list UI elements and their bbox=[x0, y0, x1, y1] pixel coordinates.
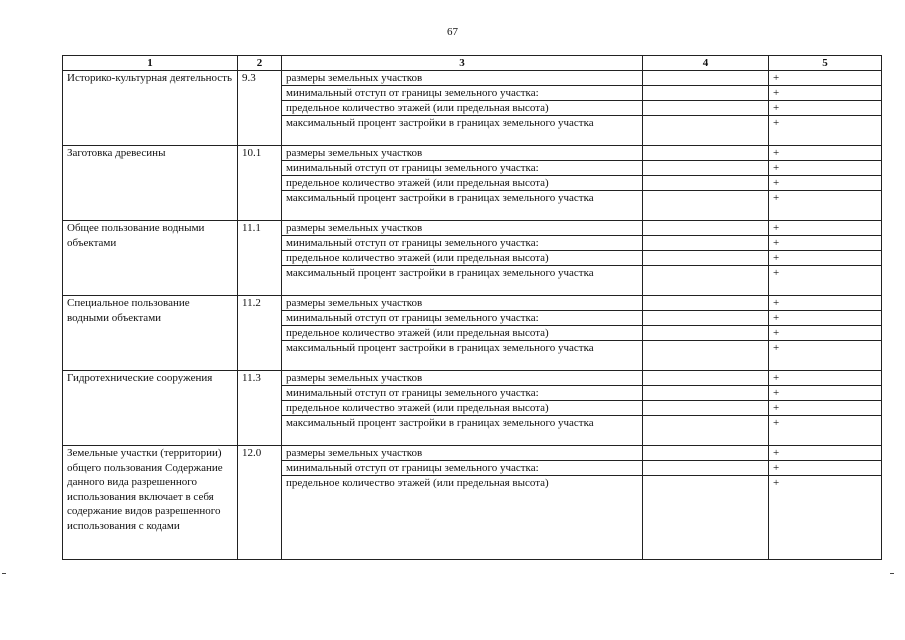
column-5-cell: + bbox=[769, 101, 882, 116]
column-header-5: 5 bbox=[769, 56, 882, 71]
column-5-cell: + bbox=[769, 191, 882, 221]
column-5-cell: + bbox=[769, 371, 882, 386]
column-4-cell bbox=[643, 461, 769, 476]
column-4-cell bbox=[643, 401, 769, 416]
parameter-cell: размеры земельных участков bbox=[282, 146, 643, 161]
column-5-cell: + bbox=[769, 266, 882, 296]
column-4-cell bbox=[643, 101, 769, 116]
column-5-cell: + bbox=[769, 401, 882, 416]
column-5-cell: + bbox=[769, 446, 882, 461]
column-4-cell bbox=[643, 386, 769, 401]
column-header-1: 1 bbox=[63, 56, 238, 71]
table-row bbox=[63, 446, 882, 461]
column-4-cell bbox=[643, 311, 769, 326]
code-cell: 11.3 bbox=[238, 371, 282, 446]
parameter-cell: размеры земельных участков bbox=[282, 446, 643, 461]
parameter-cell: минимальный отступ от границы земельного участка: bbox=[282, 86, 643, 101]
column-5-cell: + bbox=[769, 236, 882, 251]
code-cell: 12.0 bbox=[238, 446, 282, 560]
page-number: 67 bbox=[447, 26, 458, 38]
table-row bbox=[63, 146, 882, 161]
parameter-cell: максимальный процент застройки в границах земельного участка bbox=[282, 116, 643, 146]
column-4-cell bbox=[643, 221, 769, 236]
parameter-cell: размеры земельных участков bbox=[282, 371, 643, 386]
column-5-cell: + bbox=[769, 146, 882, 161]
column-4-cell bbox=[643, 371, 769, 386]
column-4-cell bbox=[643, 476, 769, 560]
column-header-4: 4 bbox=[643, 56, 769, 71]
column-5-cell: + bbox=[769, 386, 882, 401]
column-5-cell: + bbox=[769, 326, 882, 341]
table-header-row bbox=[63, 56, 882, 71]
parameter-cell: размеры земельных участков bbox=[282, 71, 643, 86]
table-row bbox=[63, 296, 882, 311]
parameter-cell: размеры земельных участков bbox=[282, 296, 643, 311]
column-4-cell bbox=[643, 341, 769, 371]
column-5-cell: + bbox=[769, 341, 882, 371]
parameter-cell: минимальный отступ от границы земельного участка: bbox=[282, 311, 643, 326]
column-4-cell bbox=[643, 326, 769, 341]
parameter-cell: предельное количество этажей (или предельная высота) bbox=[282, 251, 643, 266]
parameter-cell: минимальный отступ от границы земельного участка: bbox=[282, 386, 643, 401]
column-4-cell bbox=[643, 161, 769, 176]
parameter-cell: минимальный отступ от границы земельного участка: bbox=[282, 161, 643, 176]
column-5-cell: + bbox=[769, 461, 882, 476]
activity-cell: Гидротехнические сооружения bbox=[63, 371, 238, 446]
parameter-cell: предельное количество этажей (или предельная высота) bbox=[282, 401, 643, 416]
activity-cell: Общее пользование водными объектами bbox=[63, 221, 238, 296]
column-5-cell: + bbox=[769, 416, 882, 446]
code-cell: 9.3 bbox=[238, 71, 282, 146]
column-4-cell bbox=[643, 146, 769, 161]
column-header-2: 2 bbox=[238, 56, 282, 71]
table-row bbox=[63, 221, 882, 236]
column-5-cell: + bbox=[769, 311, 882, 326]
parameter-cell: предельное количество этажей (или предельная высота) bbox=[282, 101, 643, 116]
column-4-cell bbox=[643, 266, 769, 296]
code-cell: 11.2 bbox=[238, 296, 282, 371]
parameter-cell: минимальный отступ от границы земельного участка: bbox=[282, 461, 643, 476]
column-4-cell bbox=[643, 236, 769, 251]
parameter-cell: максимальный процент застройки в границах земельного участка bbox=[282, 416, 643, 446]
activity-cell: Историко-культурная деятельность bbox=[63, 71, 238, 146]
parameter-cell: максимальный процент застройки в границах земельного участка bbox=[282, 341, 643, 371]
margin-mark-right bbox=[890, 573, 894, 574]
parameter-cell: минимальный отступ от границы земельного участка: bbox=[282, 236, 643, 251]
column-5-cell: + bbox=[769, 161, 882, 176]
column-5-cell: + bbox=[769, 86, 882, 101]
table-row bbox=[63, 71, 882, 86]
column-5-cell: + bbox=[769, 71, 882, 86]
parameter-cell: предельное количество этажей (или предельная высота) bbox=[282, 476, 643, 560]
parameter-cell: предельное количество этажей (или предельная высота) bbox=[282, 176, 643, 191]
code-cell: 11.1 bbox=[238, 221, 282, 296]
column-5-cell: + bbox=[769, 116, 882, 146]
column-5-cell: + bbox=[769, 221, 882, 236]
parameter-cell: максимальный процент застройки в границах земельного участка bbox=[282, 266, 643, 296]
column-4-cell bbox=[643, 191, 769, 221]
table-body bbox=[63, 71, 882, 560]
column-header-3: 3 bbox=[282, 56, 643, 71]
activity-cell: Специальное пользование водными объектами bbox=[63, 296, 238, 371]
column-4-cell bbox=[643, 446, 769, 461]
column-5-cell: + bbox=[769, 176, 882, 191]
parameter-cell: максимальный процент застройки в границах земельного участка bbox=[282, 191, 643, 221]
activity-cell: Земельные участки (территории) общего пользования Содержание данного вида разрешенного использования включает в себя содержание видов разрешенного использования с кодами bbox=[63, 446, 238, 560]
margin-mark-left bbox=[2, 573, 6, 574]
column-4-cell bbox=[643, 176, 769, 191]
code-cell: 10.1 bbox=[238, 146, 282, 221]
table-row bbox=[63, 371, 882, 386]
column-4-cell bbox=[643, 251, 769, 266]
column-5-cell: + bbox=[769, 476, 882, 560]
column-4-cell bbox=[643, 116, 769, 146]
activity-cell: Заготовка древесины bbox=[63, 146, 238, 221]
column-4-cell bbox=[643, 71, 769, 86]
parameter-cell: предельное количество этажей (или предельная высота) bbox=[282, 326, 643, 341]
land-use-table bbox=[62, 55, 882, 560]
column-5-cell: + bbox=[769, 296, 882, 311]
column-4-cell bbox=[643, 86, 769, 101]
parameter-cell: размеры земельных участков bbox=[282, 221, 643, 236]
column-4-cell bbox=[643, 416, 769, 446]
column-4-cell bbox=[643, 296, 769, 311]
column-5-cell: + bbox=[769, 251, 882, 266]
